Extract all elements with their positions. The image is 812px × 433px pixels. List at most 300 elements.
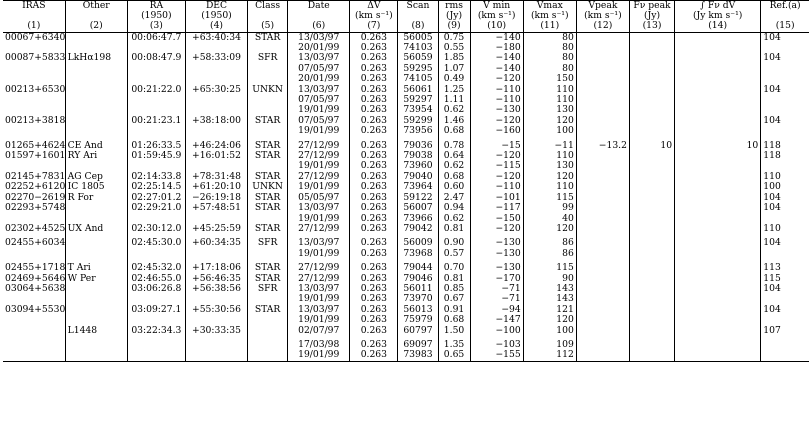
cell-vmax: 100 xyxy=(523,126,576,136)
table-row xyxy=(3,141,809,151)
cell-int xyxy=(675,224,761,234)
cell-vpeak xyxy=(576,350,629,361)
cell-vpeak xyxy=(576,263,629,273)
cell-scan: 79040 xyxy=(398,172,438,182)
table-row xyxy=(3,151,809,161)
table-row xyxy=(3,85,809,95)
cell-int xyxy=(675,95,761,105)
cell-dv: 0.263 xyxy=(350,224,398,234)
cell-vmax: 115 xyxy=(523,263,576,273)
cell-dec xyxy=(185,249,247,259)
cell-fpeak xyxy=(629,284,674,294)
cell-cls xyxy=(248,74,288,84)
cell-other: RY Ari xyxy=(65,151,127,161)
cell-vpeak xyxy=(576,238,629,248)
cell-scan: 56013 xyxy=(398,305,438,315)
cell-rms: 0.70 xyxy=(438,263,470,273)
cell-iras xyxy=(3,214,65,224)
cell-rms: 0.78 xyxy=(438,141,470,151)
cell-scan: 73956 xyxy=(398,126,438,136)
cell-ra: 02:27:01.2 xyxy=(127,193,185,203)
cell-vpeak xyxy=(576,305,629,315)
cell-scan: 73964 xyxy=(398,182,438,192)
cell-other: IC 1805 xyxy=(65,182,127,192)
cell-dec: +57:48:51 xyxy=(185,203,247,213)
cell-vmin: −120 xyxy=(470,224,523,234)
col-dec: DEC (1950) xyxy=(185,1,247,22)
cell-ra: 03:06:26.8 xyxy=(127,284,185,294)
cell-vmax: 86 xyxy=(523,238,576,248)
table-row xyxy=(3,95,809,105)
cell-vmin: −120 xyxy=(470,151,523,161)
cell-date: 19/01/99 xyxy=(288,161,350,171)
cell-ra: 02:30:12.0 xyxy=(127,224,185,234)
cell-ref xyxy=(761,161,809,171)
cell-iras: 01597+1601 xyxy=(5,151,66,162)
cell-vmin: −120 xyxy=(470,116,523,126)
cell-fpeak xyxy=(629,105,674,115)
cell-ra xyxy=(127,294,185,304)
cell-other xyxy=(65,126,127,136)
cell-ra: 01:59:45.9 xyxy=(127,151,185,161)
cell-ref xyxy=(761,315,809,325)
table-row xyxy=(3,326,809,336)
cell-fpeak xyxy=(629,340,674,350)
cell-dec: −26:19:18 xyxy=(185,193,247,203)
cell-vmin: −94 xyxy=(470,305,523,315)
cell-fpeak xyxy=(629,74,674,84)
cell-ra: 02:25:14.5 xyxy=(127,182,185,192)
cell-dec xyxy=(185,315,247,325)
cell-date: 13/03/97 xyxy=(288,284,350,294)
cell-date: 27/12/99 xyxy=(288,172,350,182)
cell-int xyxy=(675,53,761,63)
cell-iras xyxy=(3,161,65,171)
cell-date: 19/01/99 xyxy=(288,249,350,259)
cell-scan: 74105 xyxy=(398,74,438,84)
cell-fpeak xyxy=(629,274,674,284)
cell-dec xyxy=(185,105,247,115)
cell-int xyxy=(675,203,761,213)
cell-cls: STAR xyxy=(248,151,288,161)
cell-vmin: −130 xyxy=(470,249,523,259)
col-vpeak: Vpeak (km s⁻¹) xyxy=(576,1,629,22)
cell-vpeak xyxy=(576,326,629,336)
cell-vmax: 110 xyxy=(523,151,576,161)
cell-date: 19/01/99 xyxy=(288,294,350,304)
cell-scan: 56061 xyxy=(398,85,438,95)
cell-dec: +16:01:52 xyxy=(185,151,247,161)
col-iras: IRAS xyxy=(22,0,46,11)
cell-date: 19/01/99 xyxy=(288,105,350,115)
cell-ra xyxy=(127,64,185,74)
cell-vmin: −140 xyxy=(470,64,523,74)
cell-date: 27/12/99 xyxy=(288,141,350,151)
col-class: Class xyxy=(248,1,288,22)
cell-vpeak xyxy=(576,214,629,224)
cell-vmax: 80 xyxy=(523,64,576,74)
cell-other: UX And xyxy=(65,224,127,234)
cell-vmax: 110 xyxy=(523,182,576,192)
cell-fpeak xyxy=(629,193,674,203)
cell-cls: STAR xyxy=(248,193,288,203)
cell-vmin: −130 xyxy=(470,263,523,273)
cell-ra: 02:29:21.0 xyxy=(127,203,185,213)
cell-date: 19/01/99 xyxy=(288,350,350,361)
table-row xyxy=(3,294,809,304)
table-row xyxy=(3,53,809,63)
table-row xyxy=(3,105,809,115)
cell-iras: 02293+5748 xyxy=(5,203,66,214)
cell-cls xyxy=(248,249,288,259)
cell-vpeak xyxy=(576,294,629,304)
table-body xyxy=(3,32,809,361)
cell-rms: 0.68 xyxy=(438,315,470,325)
cell-dec: +17:18:06 xyxy=(185,263,247,273)
cell-iras: 02302+4525 xyxy=(5,223,66,234)
cell-rms: 2.47 xyxy=(438,193,470,203)
cell-fpeak xyxy=(629,172,674,182)
cell-dv: 0.263 xyxy=(350,161,398,171)
cell-vmax: 80 xyxy=(523,32,576,43)
cell-scan: 56005 xyxy=(398,32,438,43)
cell-vpeak xyxy=(576,53,629,63)
cell-rms: 1.85 xyxy=(438,53,470,63)
cell-other: CE And xyxy=(65,141,127,151)
cell-fpeak xyxy=(629,182,674,192)
cell-scan: 79036 xyxy=(398,141,438,151)
cell-rms: 0.94 xyxy=(438,203,470,213)
cell-dec xyxy=(185,340,247,350)
cell-iras: 02270−2619 xyxy=(5,192,66,203)
col-num: (9) xyxy=(438,21,470,32)
col-num: (3) xyxy=(127,21,185,32)
cell-rms: 1.50 xyxy=(438,326,470,336)
cell-cls xyxy=(248,105,288,115)
cell-other xyxy=(65,95,127,105)
cell-vmin: −120 xyxy=(470,172,523,182)
cell-iras xyxy=(3,315,65,325)
cell-dec xyxy=(185,95,247,105)
col-vmin: V min (km s⁻¹) xyxy=(470,1,523,22)
cell-ref xyxy=(761,294,809,304)
cell-rms: 0.49 xyxy=(438,74,470,84)
cell-scan: 79042 xyxy=(398,224,438,234)
cell-ra xyxy=(127,249,185,259)
cell-date: 05/05/97 xyxy=(288,193,350,203)
cell-ref xyxy=(761,350,809,361)
cell-cls xyxy=(248,95,288,105)
cell-dv: 0.263 xyxy=(350,85,398,95)
cell-dec: +56:38:56 xyxy=(185,284,247,294)
col-num: (10) xyxy=(470,21,523,32)
cell-date: 02/07/97 xyxy=(288,326,350,336)
cell-cls xyxy=(248,326,288,336)
cell-iras xyxy=(3,95,65,105)
cell-ref: 104 xyxy=(761,284,809,294)
cell-rms: 0.81 xyxy=(438,224,470,234)
cell-fpeak xyxy=(629,326,674,336)
cell-iras xyxy=(3,340,65,350)
cell-rms: 0.90 xyxy=(438,238,470,248)
column-number-row xyxy=(3,21,809,32)
cell-ref: 104 xyxy=(761,53,809,63)
cell-dv: 0.263 xyxy=(350,126,398,136)
cell-other: LkHα198 xyxy=(65,53,127,63)
cell-vmax: −11 xyxy=(523,141,576,151)
cell-vmin: −155 xyxy=(470,350,523,361)
cell-vmax: 120 xyxy=(523,315,576,325)
cell-iras xyxy=(3,326,65,336)
cell-vmin: −117 xyxy=(470,203,523,213)
cell-rms: 0.64 xyxy=(438,151,470,161)
cell-fpeak xyxy=(629,32,674,43)
cell-vmax: 143 xyxy=(523,284,576,294)
cell-vpeak xyxy=(576,74,629,84)
cell-other xyxy=(65,305,127,315)
cell-ref xyxy=(761,126,809,136)
cell-rms: 0.65 xyxy=(438,350,470,361)
cell-dv: 0.263 xyxy=(350,340,398,350)
table-row xyxy=(3,274,809,284)
cell-rms: 1.11 xyxy=(438,95,470,105)
cell-fpeak xyxy=(629,95,674,105)
cell-rms: 0.81 xyxy=(438,274,470,284)
col-num: (7) xyxy=(350,21,398,32)
cell-int xyxy=(675,126,761,136)
cell-scan: 79044 xyxy=(398,263,438,273)
cell-int: 10 xyxy=(675,141,761,151)
cell-iras xyxy=(3,126,65,136)
table-row xyxy=(3,64,809,74)
cell-scan: 59297 xyxy=(398,95,438,105)
cell-vpeak xyxy=(576,224,629,234)
cell-cls xyxy=(248,64,288,74)
table-row xyxy=(3,214,809,224)
cell-rms: 0.62 xyxy=(438,105,470,115)
table-row xyxy=(3,315,809,325)
col-num: (6) xyxy=(288,21,350,32)
cell-ref: 104 xyxy=(761,305,809,315)
cell-vmin: −71 xyxy=(470,294,523,304)
cell-ref: 118 xyxy=(761,151,809,161)
cell-other: L1448 xyxy=(65,326,127,336)
cell-int xyxy=(675,151,761,161)
cell-cls xyxy=(248,43,288,53)
cell-cls: STAR xyxy=(248,224,288,234)
cell-dec xyxy=(185,350,247,361)
cell-scan: 74103 xyxy=(398,43,438,53)
cell-ra xyxy=(127,95,185,105)
cell-date: 07/05/97 xyxy=(288,64,350,74)
cell-vpeak xyxy=(576,95,629,105)
cell-ref: 104 xyxy=(761,85,809,95)
cell-iras: 00067+6340 xyxy=(5,32,66,43)
cell-int xyxy=(675,161,761,171)
cell-dec: +38:18:00 xyxy=(185,116,247,126)
cell-ref: 110 xyxy=(761,172,809,182)
cell-vmin: −130 xyxy=(470,105,523,115)
col-num: (14) xyxy=(675,21,761,32)
cell-other: W Per xyxy=(65,274,127,284)
cell-ref xyxy=(761,105,809,115)
cell-ra xyxy=(127,340,185,350)
cell-ref xyxy=(761,249,809,259)
cell-int xyxy=(675,32,761,43)
cell-dec: +58:33:09 xyxy=(185,53,247,63)
cell-dv: 0.263 xyxy=(350,64,398,74)
cell-ref xyxy=(761,95,809,105)
cell-vmin: −130 xyxy=(470,238,523,248)
cell-vmin: −147 xyxy=(470,315,523,325)
cell-scan: 56009 xyxy=(398,238,438,248)
cell-ra xyxy=(127,105,185,115)
cell-rms: 0.55 xyxy=(438,43,470,53)
cell-ra: 02:46:55.0 xyxy=(127,274,185,284)
col-rms: rms (Jy) xyxy=(438,1,470,22)
cell-ref xyxy=(761,214,809,224)
cell-dv: 0.263 xyxy=(350,95,398,105)
cell-ref: 115 xyxy=(761,274,809,284)
cell-int xyxy=(675,172,761,182)
cell-scan: 79046 xyxy=(398,274,438,284)
cell-vpeak xyxy=(576,340,629,350)
cell-vmin: −150 xyxy=(470,214,523,224)
cell-iras: 01265+4624 xyxy=(5,140,66,151)
cell-other xyxy=(65,203,127,213)
col-other: Other xyxy=(65,1,127,22)
cell-other xyxy=(65,350,127,361)
cell-rms: 0.91 xyxy=(438,305,470,315)
cell-vpeak xyxy=(576,32,629,43)
cell-rms: 1.35 xyxy=(438,340,470,350)
cell-cls: STAR xyxy=(248,263,288,273)
cell-ref: 110 xyxy=(761,224,809,234)
cell-vpeak xyxy=(576,64,629,74)
cell-rms: 0.75 xyxy=(438,32,470,43)
cell-cls xyxy=(248,340,288,350)
table-row xyxy=(3,126,809,136)
cell-vmin: −110 xyxy=(470,182,523,192)
cell-rms: 0.62 xyxy=(438,214,470,224)
cell-other xyxy=(65,105,127,115)
cell-ra: 00:21:23.1 xyxy=(127,116,185,126)
cell-vmin: −160 xyxy=(470,126,523,136)
cell-scan: 73960 xyxy=(398,161,438,171)
cell-int xyxy=(675,105,761,115)
cell-vmin: −170 xyxy=(470,274,523,284)
cell-date: 19/01/99 xyxy=(288,126,350,136)
cell-vpeak xyxy=(576,43,629,53)
cell-ra xyxy=(127,214,185,224)
cell-dec: +30:33:35 xyxy=(185,326,247,336)
cell-other xyxy=(65,161,127,171)
cell-ra xyxy=(127,74,185,84)
cell-iras xyxy=(3,294,65,304)
cell-scan: 73983 xyxy=(398,350,438,361)
cell-int xyxy=(675,43,761,53)
cell-vmax: 86 xyxy=(523,249,576,259)
cell-dv: 0.263 xyxy=(350,182,398,192)
cell-other xyxy=(65,284,127,294)
cell-vmin: −103 xyxy=(470,340,523,350)
cell-rms: 0.85 xyxy=(438,284,470,294)
cell-date: 27/12/99 xyxy=(288,274,350,284)
col-scan: Scan xyxy=(398,1,438,22)
cell-ref: 104 xyxy=(761,238,809,248)
cell-date: 07/05/97 xyxy=(288,116,350,126)
table-row xyxy=(3,193,809,203)
cell-iras: 03064+5638 xyxy=(5,283,66,294)
cell-fpeak xyxy=(629,43,674,53)
cell-date: 27/12/99 xyxy=(288,151,350,161)
table-row xyxy=(3,350,809,361)
cell-ra xyxy=(127,126,185,136)
table-row xyxy=(3,32,809,43)
cell-cls: STAR xyxy=(248,116,288,126)
header-row xyxy=(3,1,809,22)
table-row xyxy=(3,74,809,84)
cell-cls: STAR xyxy=(248,32,288,43)
cell-ref xyxy=(761,43,809,53)
table-row xyxy=(3,263,809,273)
cell-dec xyxy=(185,126,247,136)
cell-vmax: 80 xyxy=(523,53,576,63)
cell-dv: 0.263 xyxy=(350,326,398,336)
cell-ra xyxy=(127,161,185,171)
cell-ref: 100 xyxy=(761,182,809,192)
cell-dec: +61:20:10 xyxy=(185,182,247,192)
cell-ref: 104 xyxy=(761,203,809,213)
cell-fpeak xyxy=(629,263,674,273)
cell-dv: 0.263 xyxy=(350,263,398,273)
cell-vpeak xyxy=(576,172,629,182)
cell-vmin: −110 xyxy=(470,85,523,95)
cell-vmax: 130 xyxy=(523,161,576,171)
cell-cls: SFR xyxy=(248,238,288,248)
cell-vpeak xyxy=(576,161,629,171)
cell-iras xyxy=(3,43,65,53)
cell-iras: 02455+1718 xyxy=(5,263,66,274)
cell-vpeak: −13.2 xyxy=(576,141,629,151)
cell-dec: +45:25:59 xyxy=(185,224,247,234)
cell-vmax: 110 xyxy=(523,85,576,95)
cell-vmax: 99 xyxy=(523,203,576,213)
cell-dv: 0.263 xyxy=(350,53,398,63)
cell-ra xyxy=(127,315,185,325)
cell-iras xyxy=(3,64,65,74)
cell-int xyxy=(675,326,761,336)
cell-other: T Ari xyxy=(65,263,127,273)
cell-ra: 00:08:47.9 xyxy=(127,53,185,63)
cell-fpeak xyxy=(629,64,674,74)
cell-other: AG Cep xyxy=(65,172,127,182)
cell-scan: 73968 xyxy=(398,249,438,259)
cell-cls: STAR xyxy=(248,203,288,213)
cell-dv: 0.263 xyxy=(350,116,398,126)
col-vmax: Vmax (km s⁻¹) xyxy=(523,1,576,22)
cell-vmax: 100 xyxy=(523,326,576,336)
col-num: (1) xyxy=(27,21,41,32)
cell-dv: 0.263 xyxy=(350,238,398,248)
cell-other xyxy=(65,85,127,95)
cell-int xyxy=(675,193,761,203)
table-row xyxy=(3,43,809,53)
cell-iras: 02145+7831 xyxy=(5,171,66,182)
cell-fpeak xyxy=(629,305,674,315)
cell-iras: 02469+5646 xyxy=(5,273,66,284)
cell-int xyxy=(675,350,761,361)
